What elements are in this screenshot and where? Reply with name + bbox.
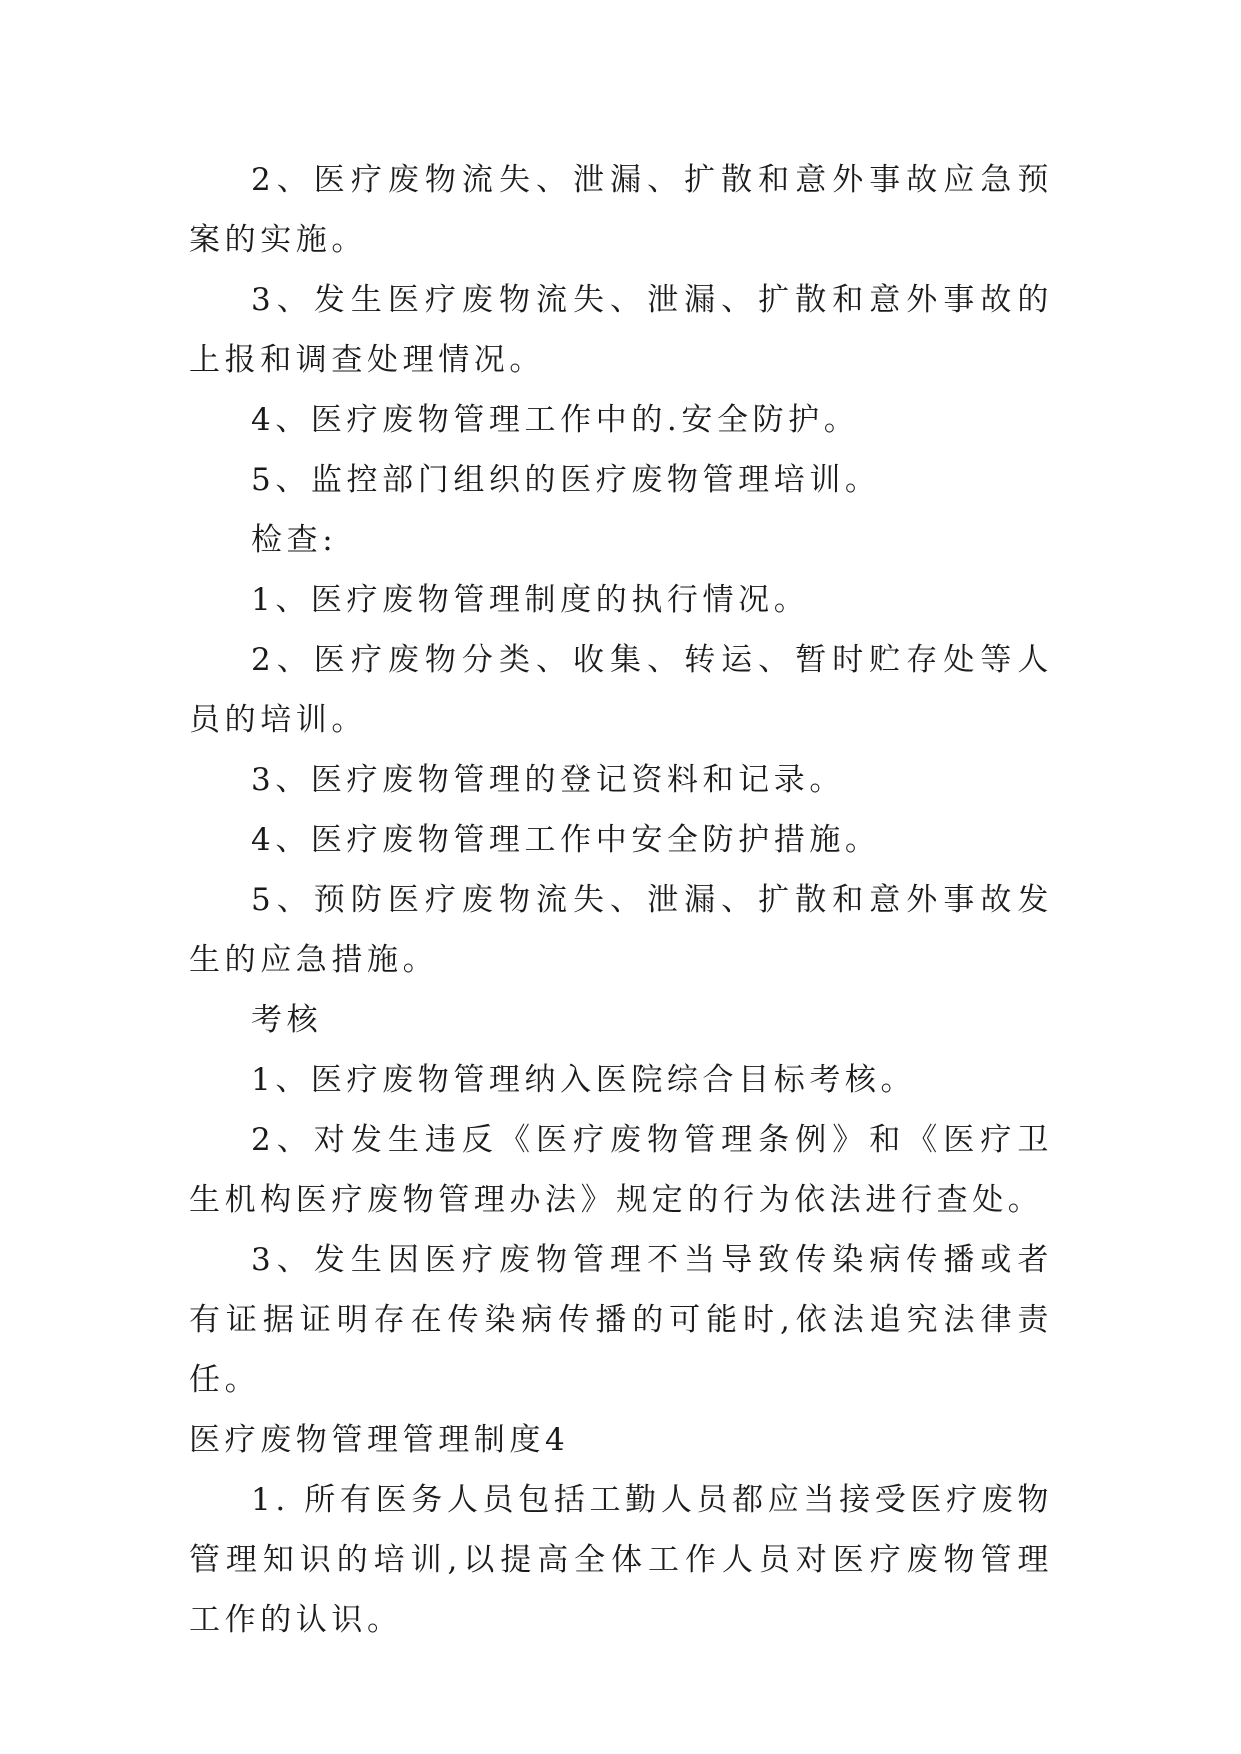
paragraph-system-execution: 1、医疗废物管理制度的执行情况。 [251, 582, 810, 618]
paragraph-safety-protection: 4、医疗废物管理工作中的.安全防护。 [251, 402, 860, 438]
document-page [189, 150, 1053, 1650]
paragraph-all-staff-training: 1. 所有医务人员包括工勤人员都应当接受医疗废物管理知识的培训,以提高全体工作人员对医疗废物管理工作的认识。 [189, 1482, 1053, 1638]
paragraph-legal-liability: 3、发生因医疗废物管理不当导致传染病传播或者有证据证明存在传染病传播的可能时,依法追究法律责任。 [189, 1242, 1053, 1398]
section-title-system-4: 医疗废物管理管理制度4 [189, 1422, 570, 1458]
paragraph-incident-report: 3、发生医疗废物流失、泄漏、扩散和意外事故的上报和调查处理情况。 [189, 282, 1053, 378]
section-heading-assessment: 考核 [251, 1002, 323, 1038]
paragraph-staff-training: 2、医疗废物分类、收集、转运、暂时贮存处等人员的培训。 [189, 642, 1053, 738]
paragraph-emergency-plan: 2、医疗废物流失、泄漏、扩散和意外事故应急预案的实施。 [189, 162, 1053, 258]
paragraph-prevention-measures: 5、预防医疗废物流失、泄漏、扩散和意外事故发生的应急措施。 [189, 882, 1053, 978]
section-heading-inspection: 检查: [251, 522, 338, 558]
paragraph-target-assessment: 1、医疗废物管理纳入医院综合目标考核。 [251, 1062, 917, 1098]
paragraph-monitoring-training: 5、监控部门组织的医疗废物管理培训。 [251, 462, 881, 498]
paragraph-protection-measures: 4、医疗废物管理工作中安全防护措施。 [251, 822, 881, 858]
paragraph-records: 3、医疗废物管理的登记资料和记录。 [251, 762, 845, 798]
paragraph-violations: 2、对发生违反《医疗废物管理条例》和《医疗卫生机构医疗废物管理办法》规定的行为依法进行查处。 [189, 1122, 1053, 1218]
